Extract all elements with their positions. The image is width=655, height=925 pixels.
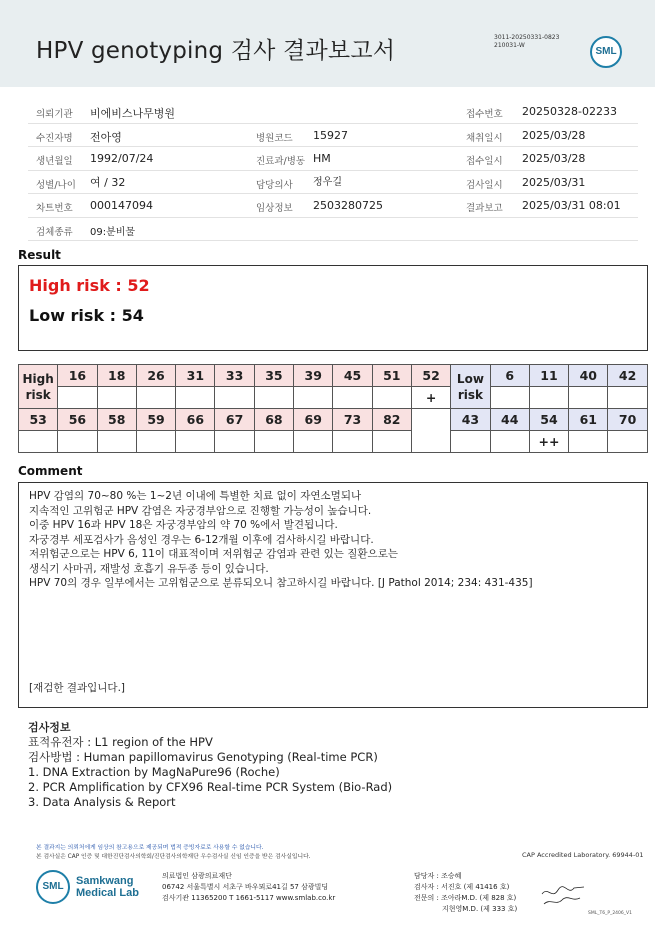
mark-cell: [136, 431, 175, 453]
info-value: 전아영: [90, 130, 122, 144]
mark-cell: [333, 387, 372, 409]
info-value: 2025/03/31: [522, 175, 586, 189]
genotype-cell: 53: [19, 409, 58, 431]
mark-cell-positive: ++: [529, 431, 568, 453]
mark-cell: [294, 431, 333, 453]
info-value: 정우길: [313, 176, 342, 188]
footer-note: 본 검사실은 CAP 인증 및 대한진단검사의학회/진단검사의학재단 우수검사실 신임 인증을 받은 검사실입니다.: [36, 854, 311, 860]
comment-line: 생식기 사마귀, 재발성 호흡기 유두종 등이 있습니다.: [29, 562, 269, 575]
genotype-cell: 51: [372, 365, 411, 387]
info-value: 여 / 32: [90, 175, 126, 189]
low-risk-result: Low risk : 54: [29, 306, 144, 325]
mark-cell: [176, 387, 215, 409]
method-line: 2. PCR Amplification by CFX96 Real-time PCR System (Bio-Rad): [28, 780, 393, 794]
info-row: [28, 124, 638, 148]
method-line: 표적유전자 : L1 region of the HPV: [28, 735, 213, 749]
info-value: HM: [313, 152, 331, 165]
report-codes: [494, 34, 559, 50]
genotype-cell: 54: [529, 409, 568, 431]
mark-cell: [58, 431, 97, 453]
genotype-cell: 52: [411, 365, 450, 387]
info-label: 검체종류: [36, 226, 73, 238]
info-label: 생년월일: [36, 156, 73, 167]
method-info: [28, 720, 392, 810]
info-label: 접수일시: [466, 156, 503, 167]
info-value: 2503280725: [313, 199, 383, 212]
info-label: 병원코드: [256, 132, 293, 144]
info-label: 결과보고: [466, 203, 503, 214]
genotype-cell: 31: [176, 365, 215, 387]
mark-cell: [136, 387, 175, 409]
info-label: 차트번호: [36, 203, 73, 214]
comment-box: [18, 482, 648, 708]
lab-name-line: Medical Lab: [76, 887, 139, 899]
info-label: 진료과/병동: [256, 156, 306, 167]
lab-staff: [414, 871, 517, 915]
mark-cell: [97, 387, 136, 409]
genotype-cell: 18: [97, 365, 136, 387]
genotype-cell: 61: [569, 409, 608, 431]
genotype-cell: 68: [254, 409, 293, 431]
genotype-cell: 45: [333, 365, 372, 387]
report-code-1: 3011-20250331-0823: [494, 34, 560, 41]
genotype-cell: 82: [372, 409, 411, 431]
info-label: 검사일시: [466, 179, 503, 191]
signature-icon: [540, 882, 588, 908]
info-value: 000147094: [90, 199, 153, 212]
info-label: 접수번호: [466, 109, 503, 120]
result-box: [18, 265, 648, 351]
genotype-cell: 66: [176, 409, 215, 431]
genotype-cell: 59: [136, 409, 175, 431]
address-line: 검사기관 11365200 T 1661-5117 www.smlab.co.kr: [162, 894, 336, 902]
empty-cell: [411, 409, 450, 453]
info-row: [28, 218, 638, 242]
mark-cell: [254, 431, 293, 453]
genotype-cell: 56: [58, 409, 97, 431]
mark-cell: [58, 387, 97, 409]
staff-line: 담당자 : 조승혜: [414, 872, 462, 880]
info-label: 채취일시: [466, 132, 503, 144]
genotype-cell: 26: [136, 365, 175, 387]
genotype-table: [18, 364, 648, 453]
comment-line: HPV 감염의 70~80 %는 1~2년 이내에 특별한 치료 없이 자연소멸되나: [29, 490, 362, 502]
genotype-cell: 33: [215, 365, 254, 387]
genotype-cell: 67: [215, 409, 254, 431]
mark-cell: [569, 431, 608, 453]
result-title: Result: [18, 248, 61, 262]
sml-logo: SML: [590, 36, 622, 68]
mark-cell: [372, 431, 411, 453]
staff-line: 전문의 : 조아라M.D. (제 828 호): [414, 894, 517, 902]
address-line: 의료법인 삼광의료재단: [162, 872, 232, 880]
info-value: 1992/07/24: [90, 152, 154, 165]
mark-cell: [608, 431, 647, 453]
info-row: [28, 147, 638, 171]
method-title: 검사정보: [28, 721, 71, 734]
info-label: 의뢰기관: [36, 109, 73, 120]
mark-cell-positive: +: [411, 387, 450, 409]
low-risk-label: Low risk: [451, 365, 490, 409]
address-line: 06742 서울특별시 서초구 바우뫼로41길 57 삼광빌딩: [162, 883, 329, 891]
mark-cell: [608, 387, 647, 409]
mark-cell: [97, 431, 136, 453]
info-label: 임상정보: [256, 203, 293, 214]
recheck-note: [재검한 결과입니다.]: [29, 682, 126, 694]
mark-cell: [215, 387, 254, 409]
genotype-cell: 35: [254, 365, 293, 387]
comment-line: HPV 70의 경우 일부에서는 고위험군으로 분류되오니 참고하시길 바랍니다. [J Pathol 2014; 234: 431-435]: [29, 577, 533, 589]
info-value: 2025/03/31 08:01: [522, 199, 621, 212]
comment-line: 이중 HPV 16과 HPV 18은 자궁경부암의 약 70 %에서 발견됩니다.: [29, 519, 338, 531]
report-code-2: 210031-W: [494, 42, 525, 49]
document-number: SML_T6_P_2406_V1: [588, 911, 632, 916]
genotype-cell: 58: [97, 409, 136, 431]
mark-cell: [176, 431, 215, 453]
mark-cell: [451, 431, 490, 453]
mark-cell: [215, 431, 254, 453]
patient-info: [28, 100, 638, 241]
info-label: 성별/나이: [36, 179, 76, 191]
genotype-cell: 73: [333, 409, 372, 431]
lab-address: [162, 871, 335, 904]
mark-cell: [372, 387, 411, 409]
report-header: [0, 0, 655, 87]
genotype-cell: 70: [608, 409, 647, 431]
genotype-cell: 43: [451, 409, 490, 431]
genotype-cell: 40: [569, 365, 608, 387]
lab-name-line: Samkwang: [76, 875, 134, 887]
mark-cell: [490, 431, 529, 453]
staff-line: 지현영M.D. (제 333 호): [442, 905, 518, 913]
genotype-cell: 42: [608, 365, 647, 387]
mark-cell: [19, 431, 58, 453]
comment-line: 지속적인 고위험군 HPV 감염은 자궁경부암으로 진행할 가능성이 높습니다.: [29, 504, 372, 517]
comment-line: 저위험군으로는 HPV 6, 11이 대표적이며 저위험군 감염과 관련 있는 질환으로는: [29, 548, 398, 560]
info-value: 20250328-02233: [522, 105, 617, 118]
samkwang-logo: SML: [36, 870, 70, 904]
method-line: 1. DNA Extraction by MagNaPure96 (Roche): [28, 765, 280, 779]
info-row: [28, 100, 638, 124]
report-title: HPV genotyping 검사 결과보고서: [36, 38, 396, 64]
cap-accreditation: CAP Accredited Laboratory. 69944-01: [522, 851, 644, 859]
comment-line: 자궁경부 세포검사가 음성인 경우는 6-12개월 이후에 검사하시길 바랍니다.: [29, 533, 374, 546]
info-value: 2025/03/28: [522, 128, 586, 142]
genotype-cell: 44: [490, 409, 529, 431]
comment-title: Comment: [18, 464, 83, 478]
mark-cell: [254, 387, 293, 409]
info-row: [28, 171, 638, 195]
info-value: 15927: [313, 128, 348, 142]
lab-name: [76, 875, 139, 899]
genotype-cell: 69: [294, 409, 333, 431]
high-risk-label: High risk: [19, 365, 58, 409]
genotype-cell: 6: [490, 365, 529, 387]
genotype-cell: 39: [294, 365, 333, 387]
info-label: 수진자명: [36, 132, 73, 144]
high-risk-result: High risk : 52: [29, 276, 150, 295]
mark-cell: [569, 387, 608, 409]
footer-note: 본 결과지는 의뢰처에게 임상의 참고용으로 제공되며 법적 증빙자료로 사용할 수 없습니다.: [36, 845, 264, 851]
genotype-cell: 11: [529, 365, 568, 387]
mark-cell: [294, 387, 333, 409]
genotype-cell: 16: [58, 365, 97, 387]
method-line: 검사방법 : Human papillomavirus Genotyping (Real-time PCR): [28, 750, 378, 764]
mark-cell: [529, 387, 568, 409]
method-line: 3. Data Analysis & Report: [28, 795, 176, 809]
mark-cell: [333, 431, 372, 453]
info-value: 2025/03/28: [522, 152, 586, 165]
staff-line: 검사자 : 서진호 (제 41416 호): [414, 883, 510, 891]
info-label: 담당의사: [256, 179, 293, 191]
mark-cell: [490, 387, 529, 409]
info-value: 09:분비물: [90, 226, 136, 238]
info-value: 비에비스나무병원: [90, 107, 176, 120]
info-row: [28, 194, 638, 218]
